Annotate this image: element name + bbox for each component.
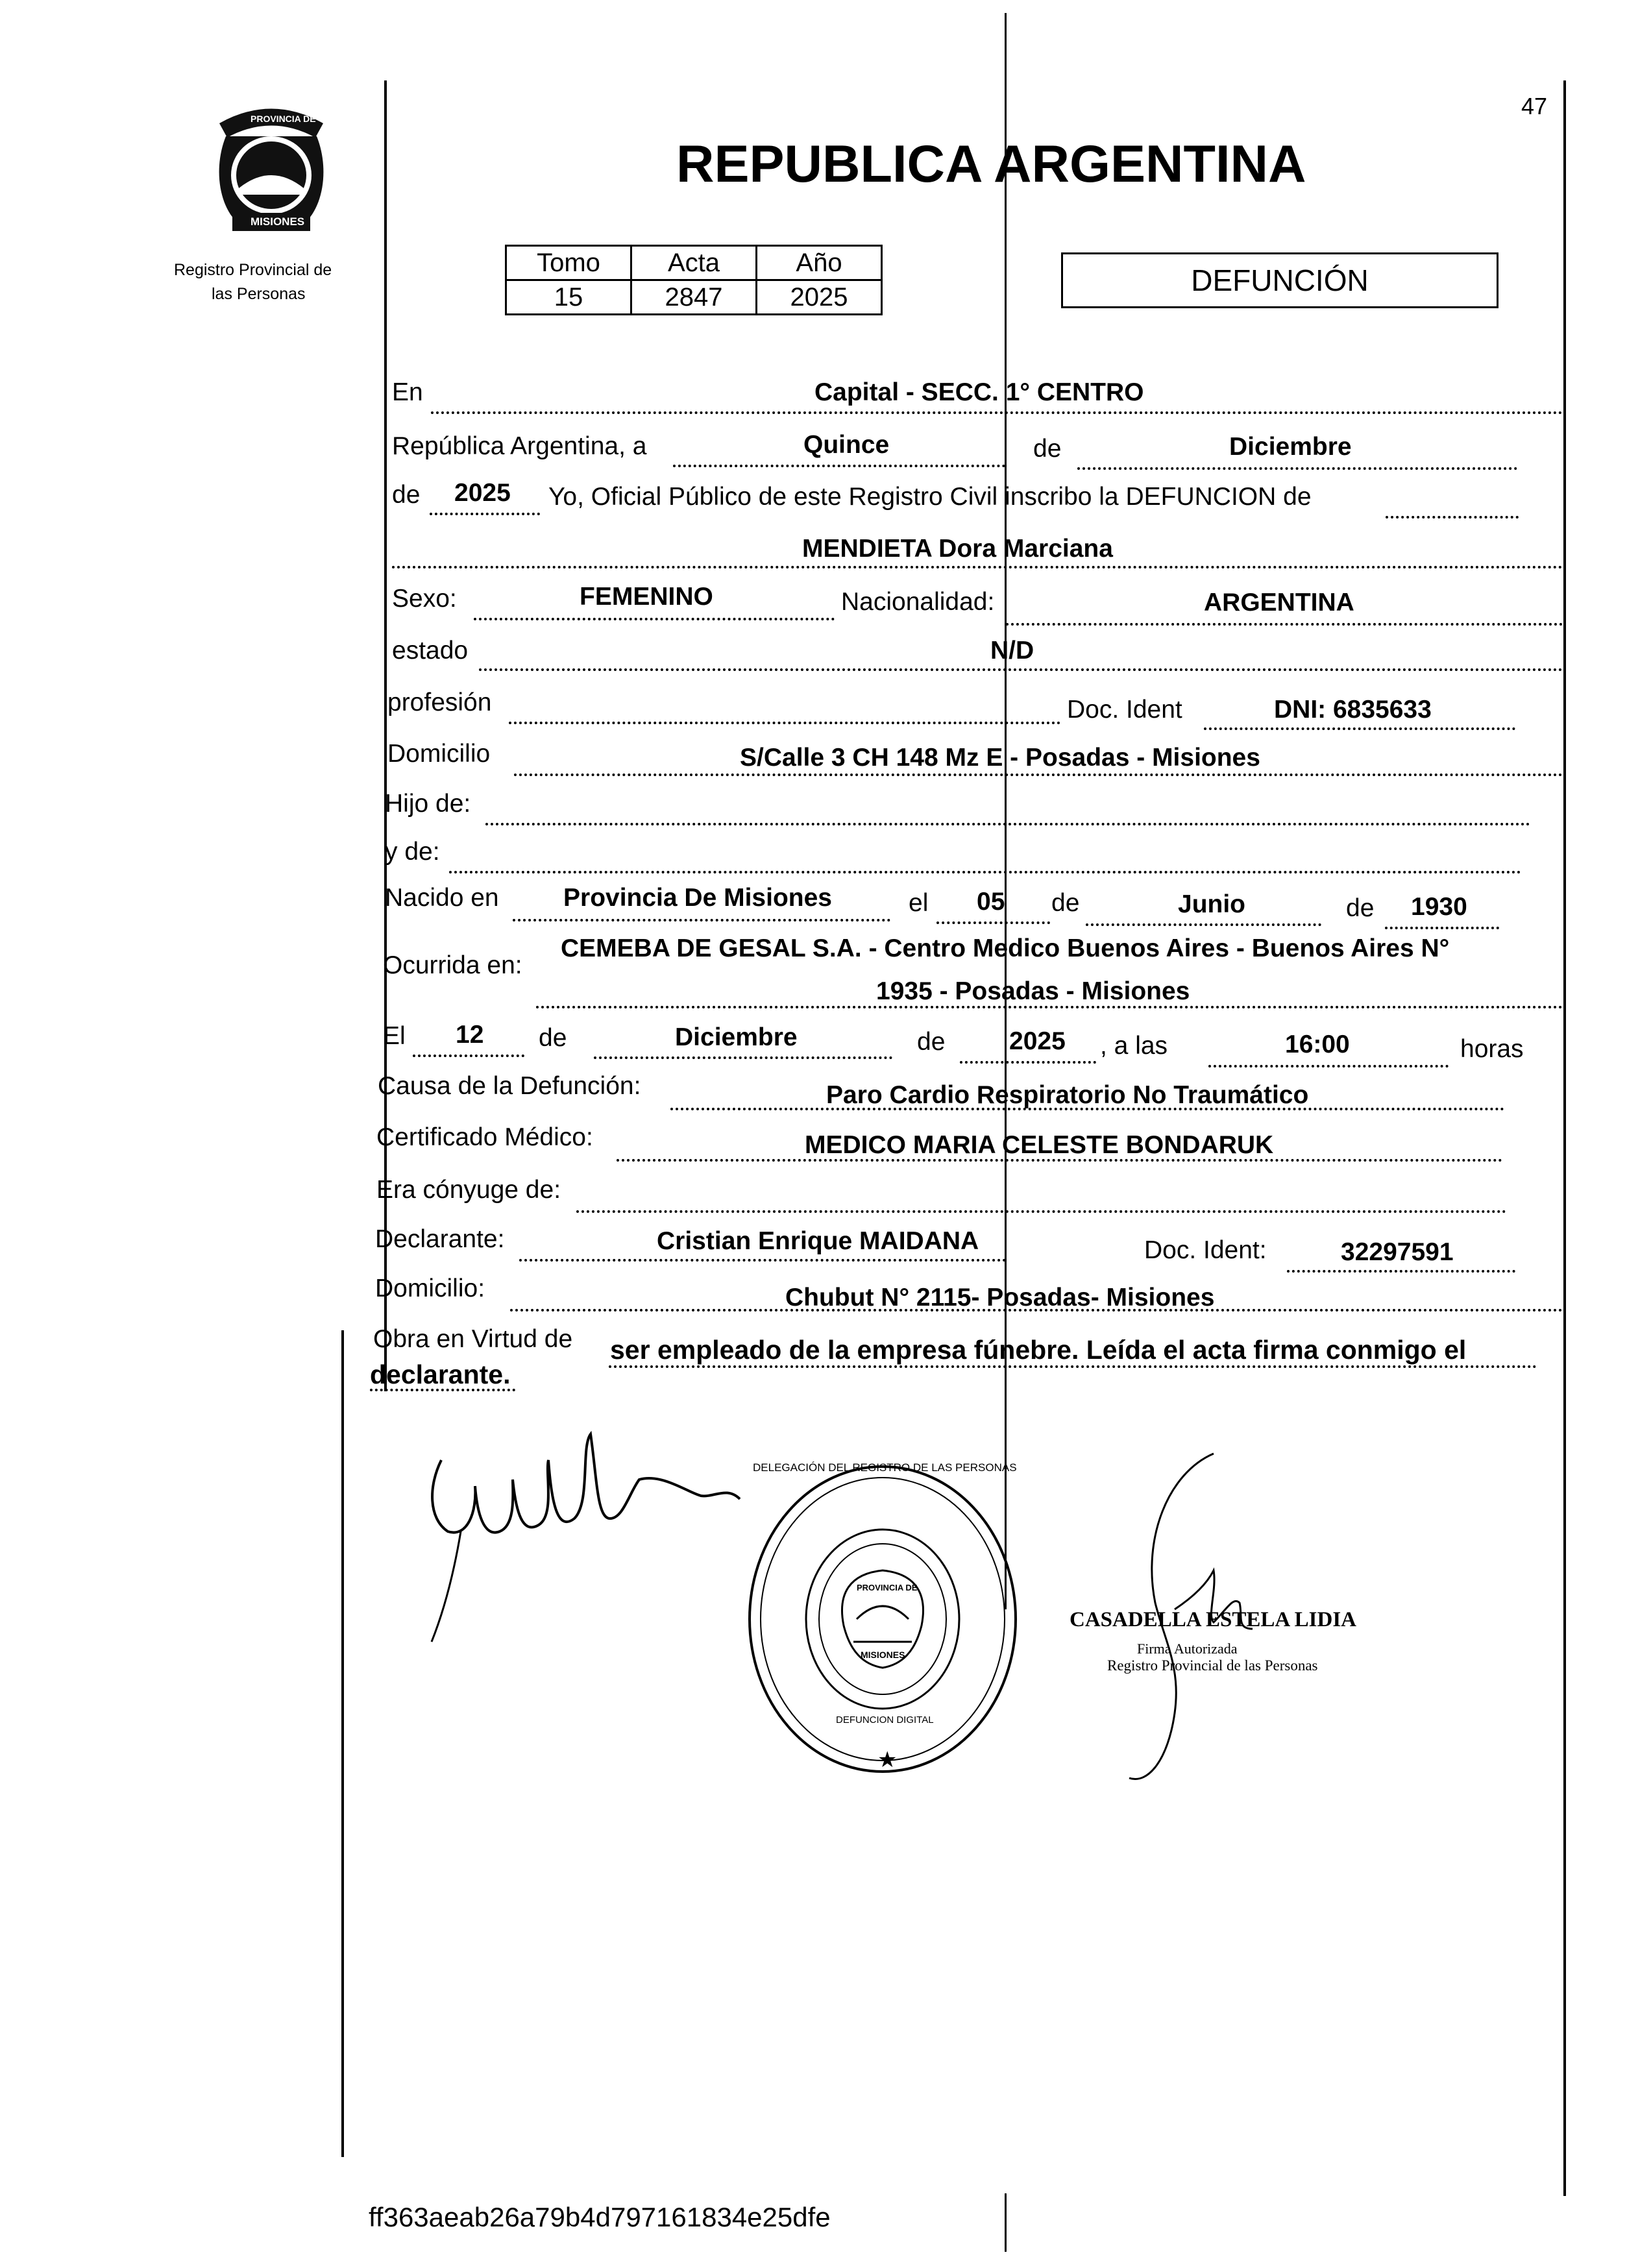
label-de-mes: de: [1033, 435, 1062, 463]
anio-value: 2025: [757, 280, 882, 315]
document-hash: ff363aeab26a79b4d797161834e25dfe: [369, 2202, 831, 2232]
value-fallecido: MENDIETA Dora Marciana: [802, 535, 1113, 563]
label-de-nacido-anio: de: [1346, 894, 1375, 922]
line-obra-1: [609, 1365, 1537, 1368]
label-en: En: [392, 378, 423, 406]
line-y-de: [449, 871, 1521, 873]
act-type-box: DEFUNCIÓN: [1061, 252, 1499, 308]
seal-outer-text: DELEGACIÓN DEL REGISTRO DE LAS PERSONAS: [753, 1461, 1017, 1474]
value-nacido-dia: 05: [977, 888, 1005, 916]
svg-text:★: ★: [877, 1747, 898, 1773]
line-nacionalidad: [1006, 623, 1563, 626]
value-hora: 16:00: [1285, 1030, 1350, 1058]
logo-text-top: PROVINCIA DE: [251, 114, 316, 124]
value-nacido-mes: Junio: [1178, 890, 1245, 918]
line-estado: [479, 668, 1563, 671]
stamp-official-name: CASADELLA ESTELA LIDIA: [1070, 1608, 1356, 1631]
line-nacido-anio: [1385, 927, 1499, 929]
line-certificado: [617, 1159, 1502, 1162]
line-yo-oficial-end: [1386, 516, 1519, 518]
anio-header: Año: [757, 246, 882, 280]
country-title: REPUBLICA ARGENTINA: [676, 135, 1306, 193]
label-de-fallec-mes: de: [539, 1024, 567, 1052]
label-yo-oficial: Yo, Oficial Público de este Registro Civil inscribo la DEFUNCION de: [548, 483, 1312, 511]
line-domicilio: [514, 774, 1563, 776]
label-conyuge: Era cónyuge de:: [376, 1176, 561, 1204]
logo-text-bottom: MISIONES: [251, 215, 305, 228]
seal-emblem-top: PROVINCIA DE: [857, 1583, 918, 1592]
line-fallec-anio: [960, 1061, 1096, 1064]
line-documento: [1204, 727, 1515, 730]
value-mes-texto: Diciembre: [1229, 433, 1352, 461]
value-sexo: FEMENINO: [580, 583, 713, 611]
center-fold-line: [1005, 13, 1007, 1609]
line-dia: [673, 465, 1005, 467]
label-domicilio: Domicilio: [387, 740, 491, 768]
label-nacionalidad: Nacionalidad:: [841, 588, 995, 616]
line-mes: [1077, 467, 1517, 470]
value-estado: N/D: [990, 637, 1034, 665]
seal-emblem-bottom: MISIONES: [861, 1650, 905, 1660]
value-declarante-doc: 32297591: [1341, 1238, 1454, 1266]
label-sexo: Sexo:: [392, 585, 457, 613]
center-fold-line-bottom: [1005, 2193, 1007, 2252]
right-margin-line: [1563, 80, 1566, 2196]
value-domicilio: S/Calle 3 CH 148 Mz E - Posadas - Misiones: [740, 744, 1260, 772]
value-nacionalidad: ARGENTINA: [1204, 589, 1354, 616]
label-doc-ident: Doc. Ident: [1067, 696, 1182, 724]
value-causa: Paro Cardio Respiratorio No Traumático: [826, 1081, 1309, 1109]
value-anio: 2025: [454, 479, 511, 507]
value-certificado: MEDICO MARIA CELESTE BONDARUK: [805, 1131, 1274, 1159]
registry-name-line1: Registro Provincial de: [174, 261, 332, 279]
label-ocurrida-en: Ocurrida en:: [383, 951, 522, 979]
registry-name-line2: las Personas: [212, 285, 306, 303]
label-y-de: y de:: [385, 838, 440, 866]
value-nacido-lugar: Provincia De Misiones: [563, 884, 832, 912]
left-margin-connector: [341, 1330, 344, 1395]
line-declarante: [519, 1259, 1006, 1262]
line-sexo: [474, 618, 835, 620]
value-documento: DNI: 6835633: [1274, 696, 1432, 724]
tomo-value: 15: [506, 280, 631, 315]
line-ocurrida: [536, 1006, 1563, 1008]
label-declarante: Declarante:: [375, 1225, 505, 1253]
line-conyuge: [576, 1210, 1506, 1213]
label-el: el: [909, 889, 929, 917]
line-hijo-de: [485, 823, 1530, 825]
acta-value: 2847: [631, 280, 757, 315]
left-margin-line-lower: [341, 1391, 344, 2157]
value-fallec-mes: Diciembre: [675, 1023, 798, 1051]
line-en: [431, 411, 1563, 414]
label-certificado: Certificado Médico:: [376, 1123, 593, 1151]
label-de-anio: de: [392, 481, 421, 509]
stamp-official-role: Firma Autorizada: [1137, 1640, 1238, 1657]
label-domicilio-declarante: Domicilio:: [375, 1274, 485, 1302]
line-fallec-dia: [413, 1055, 524, 1057]
official-seal: [740, 1457, 1025, 1781]
value-fallec-dia: 12: [456, 1021, 484, 1049]
line-fallecido: [392, 566, 1563, 568]
label-el-cap: El: [383, 1022, 406, 1050]
line-anio: [430, 513, 540, 515]
label-profesion: profesión: [387, 689, 492, 716]
stamp-official-office: Registro Provincial de las Personas: [1107, 1657, 1318, 1674]
label-de-nacido-mes: de: [1051, 889, 1080, 917]
line-fallec-mes: [594, 1056, 892, 1059]
tomo-header: Tomo: [506, 246, 631, 280]
line-nacido-lugar: [513, 919, 890, 921]
value-nacido-anio: 1930: [1411, 893, 1467, 921]
value-declarante-domicilio: Chubut N° 2115- Posadas- Misiones: [785, 1284, 1215, 1311]
label-causa: Causa de la Defunción:: [378, 1072, 641, 1100]
value-fallec-anio: 2025: [1009, 1027, 1066, 1055]
value-dia-texto: Quince: [803, 431, 890, 459]
label-estado: estado: [392, 637, 469, 665]
label-de-fallec-anio: de: [917, 1028, 946, 1056]
declarant-signature: [415, 1421, 753, 1655]
province-logo: [200, 97, 343, 237]
value-declarante: Cristian Enrique MAIDANA: [657, 1227, 979, 1255]
line-nacido-mes: [1086, 923, 1321, 926]
seal-inner-text: DEFUNCION DIGITAL: [836, 1714, 934, 1725]
value-ocurrida-linea1: CEMEBA DE GESAL S.A. - Centro Medico Buenos Aires - Buenos Aires N°: [561, 934, 1450, 962]
value-ocurrida-linea2: 1935 - Posadas - Misiones: [876, 977, 1190, 1005]
label-doc-ident-declarante: Doc. Ident:: [1144, 1236, 1267, 1264]
page-number: 47: [1521, 93, 1548, 119]
value-lugar: Capital - SECC. 1° CENTRO: [814, 378, 1144, 406]
line-obra-2: [370, 1389, 515, 1391]
label-a-las: , a las: [1100, 1032, 1168, 1060]
acta-header: Acta: [631, 246, 757, 280]
label-republica: República Argentina, a: [392, 432, 647, 460]
value-obra-linea2: declarante.: [370, 1360, 511, 1389]
line-hora: [1208, 1065, 1449, 1067]
label-horas: horas: [1460, 1035, 1524, 1063]
label-nacido-en: Nacido en: [385, 884, 499, 912]
reference-table: [505, 245, 883, 315]
label-obra: Obra en Virtud de: [373, 1325, 573, 1353]
line-profesion: [509, 722, 1060, 724]
label-hijo-de: Hijo de:: [385, 790, 471, 818]
value-obra-linea1: ser empleado de la empresa fúnebre. Leída el acta firma conmigo el: [610, 1335, 1467, 1365]
line-declarante-doc: [1287, 1270, 1515, 1273]
line-nacido-dia: [936, 921, 1050, 924]
